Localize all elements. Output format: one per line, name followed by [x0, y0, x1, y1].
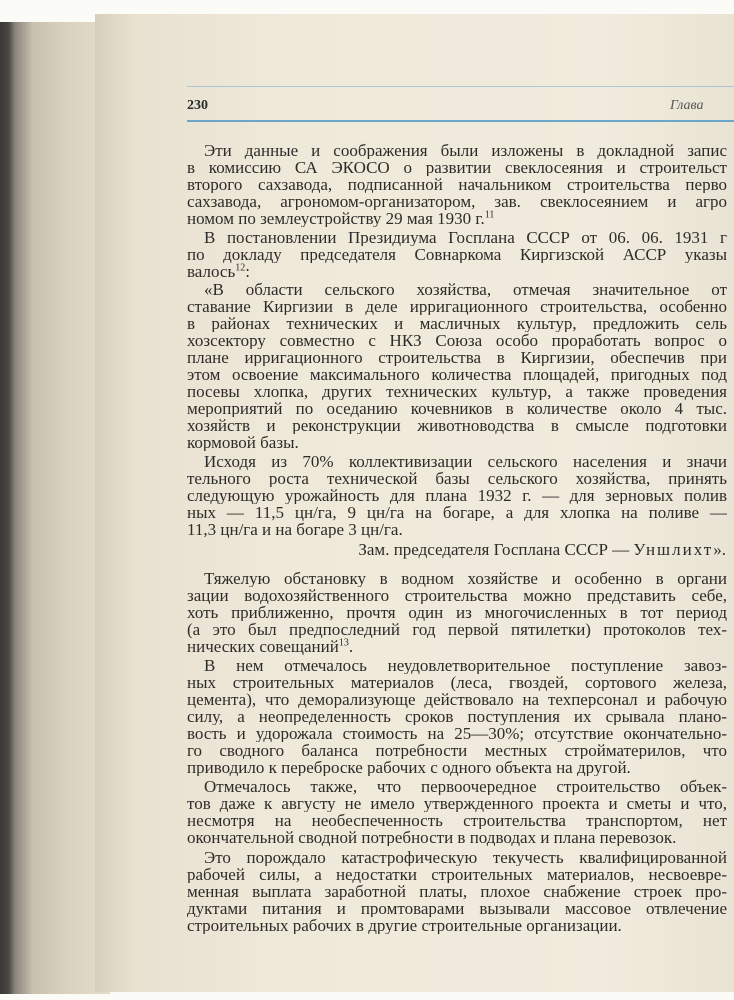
text-line: кормовой базы.: [187, 434, 299, 451]
text-line: сахзавода, агрономом-организатором, зав. свеклосеянием и агро: [187, 193, 727, 210]
paragraph: [187, 849, 727, 934]
signature: [358, 541, 726, 558]
signature-title: Зам. председателя Госплана СССР —: [358, 540, 634, 559]
text-line: менная выплата заработной платы, плохое снабжение строек про-: [187, 883, 727, 900]
signature-name: Уншлихт: [633, 540, 714, 559]
text-line: В постановлении Президиума Госплана СССР от 06. 06. 1931 г: [204, 229, 727, 246]
header-rule: [187, 120, 734, 122]
text-line: второго сахзавода, подписанной начальником строительства перво: [187, 176, 727, 193]
text-line: Тяжелую обстановку в водном хозяйстве и особенно в органи: [204, 570, 727, 587]
text-line: следующую урожайность для плана 1932 г. — для зерновых полив: [187, 487, 727, 504]
text-line: нических совещаний$^{13}$.: [187, 638, 354, 655]
footnote-ref: 12: [235, 263, 246, 274]
text-line: цемента), что деморализующе действовало на техперсонал и рабочую: [187, 691, 727, 708]
text-line: вость и удорожала стоимость на 25—30%; отсутствие окончательно-: [187, 725, 727, 742]
text-line: посевы хлопка, других технических культур, а также проведения: [187, 383, 727, 400]
text-line: (а это был предпоследний год первой пятилетки) протоколов тех-: [187, 621, 727, 638]
text-line: Это порождало катастрофическую текучесть квалифицированной: [204, 849, 727, 866]
text-line: ставание Киргизии в деле ирригационного строительства, особенно: [187, 298, 727, 315]
text-line: тов даже к августу не имело утвержденного проекта и сметы и что,: [187, 795, 727, 812]
text-line: этом освоение максимального количества площадей, пригодных под: [187, 366, 727, 383]
paragraph: [187, 778, 727, 846]
text-line: рабочей силы, а недостатки строительных материалов, несвоевре-: [187, 866, 727, 883]
paragraph: [187, 570, 727, 655]
text-line: валось$^{12}$:: [187, 263, 250, 280]
paragraph: [187, 229, 727, 280]
text-line: 11,3 цн/га и на богаре 3 цн/га.: [187, 521, 403, 538]
text-line: хоть приближенно, прочтя один из многочисленных в тот период: [187, 604, 727, 621]
punctuation: :: [245, 263, 250, 280]
text-line: силу, а неопределенность сроков поступления их срывала плано-: [187, 708, 727, 725]
text-line: несмотря на необеспеченность строительства транспортом, нет: [187, 812, 727, 829]
text-line: го сводного баланса потребности местных стройматерилов, что: [187, 742, 727, 759]
text-line: В нем отмечалось неудовлетворительное поступление завоз-: [204, 657, 727, 674]
text-line: в районах технических и масличных культур, предложить сель: [187, 315, 727, 332]
punctuation: .: [348, 638, 354, 655]
paragraph: [187, 142, 727, 227]
signature-suffix: ».: [713, 540, 726, 559]
text-line: дуктами питания и промтоварами вызывали массовое отвлечение: [187, 900, 727, 917]
paragraph: [187, 281, 727, 451]
text-line: зации водохозяйственного строительства можно представить себе,: [187, 587, 727, 604]
text-line: ных — 11,5 цн/га, 9 цн/га на богаре, а для хлопка на поливе —: [187, 504, 727, 521]
text-line: «В области сельского хозяйства, отмечая значительное от: [204, 281, 727, 298]
text-line: ных строительных материалов (леса, гвоздей, сортового железа,: [187, 674, 727, 691]
footnote-ref: 11: [484, 210, 495, 221]
text-line: тельного роста технической базы сельского хозяйства, принять: [187, 470, 727, 487]
top-rule: [187, 86, 734, 87]
text-line: окончательной сводной потребности в подводах и плана перевозок.: [187, 829, 677, 846]
text-line: по докладу председателя Совнаркома Киргизской АССР указы: [187, 246, 727, 263]
text-line: приводило к переброске рабочих с одного объекта на другой.: [187, 759, 631, 776]
paragraph: [187, 453, 727, 538]
text-line: плане ирригационного строительства в Киргизии, обеспечив при: [187, 349, 727, 366]
text-line: в комиссию СА ЭКОСО о развитии свеклосеяния и строительст: [187, 159, 727, 176]
text-line: хозсектору совместно с НКЗ Союза особо проработать вопрос о: [187, 332, 727, 349]
page-number: 230: [187, 98, 208, 113]
book-page-stack: [0, 22, 110, 994]
text-line: номом по землеустройству 29 мая 1930 г.$^{11}$: [187, 210, 495, 227]
text-line: Отмечалось также, что первоочередное строительство объек-: [204, 778, 727, 795]
text-line: строительных рабочих в другие строительные организации.: [187, 917, 622, 934]
text-line: Исходя из 70% коллективизации сельского населения и значи: [204, 453, 727, 470]
text-line: мероприятий по оседанию кочевников в количестве около 4 тыс.: [187, 400, 727, 417]
footnote-ref: 13: [338, 638, 349, 649]
running-head: Глава: [670, 98, 704, 113]
paragraph: [187, 657, 727, 776]
text-line: хозяйств и реконструкции животноводства в смысле подготовки: [187, 417, 727, 434]
text-line: Эти данные и соображения были изложены в докладной запис: [204, 142, 727, 159]
